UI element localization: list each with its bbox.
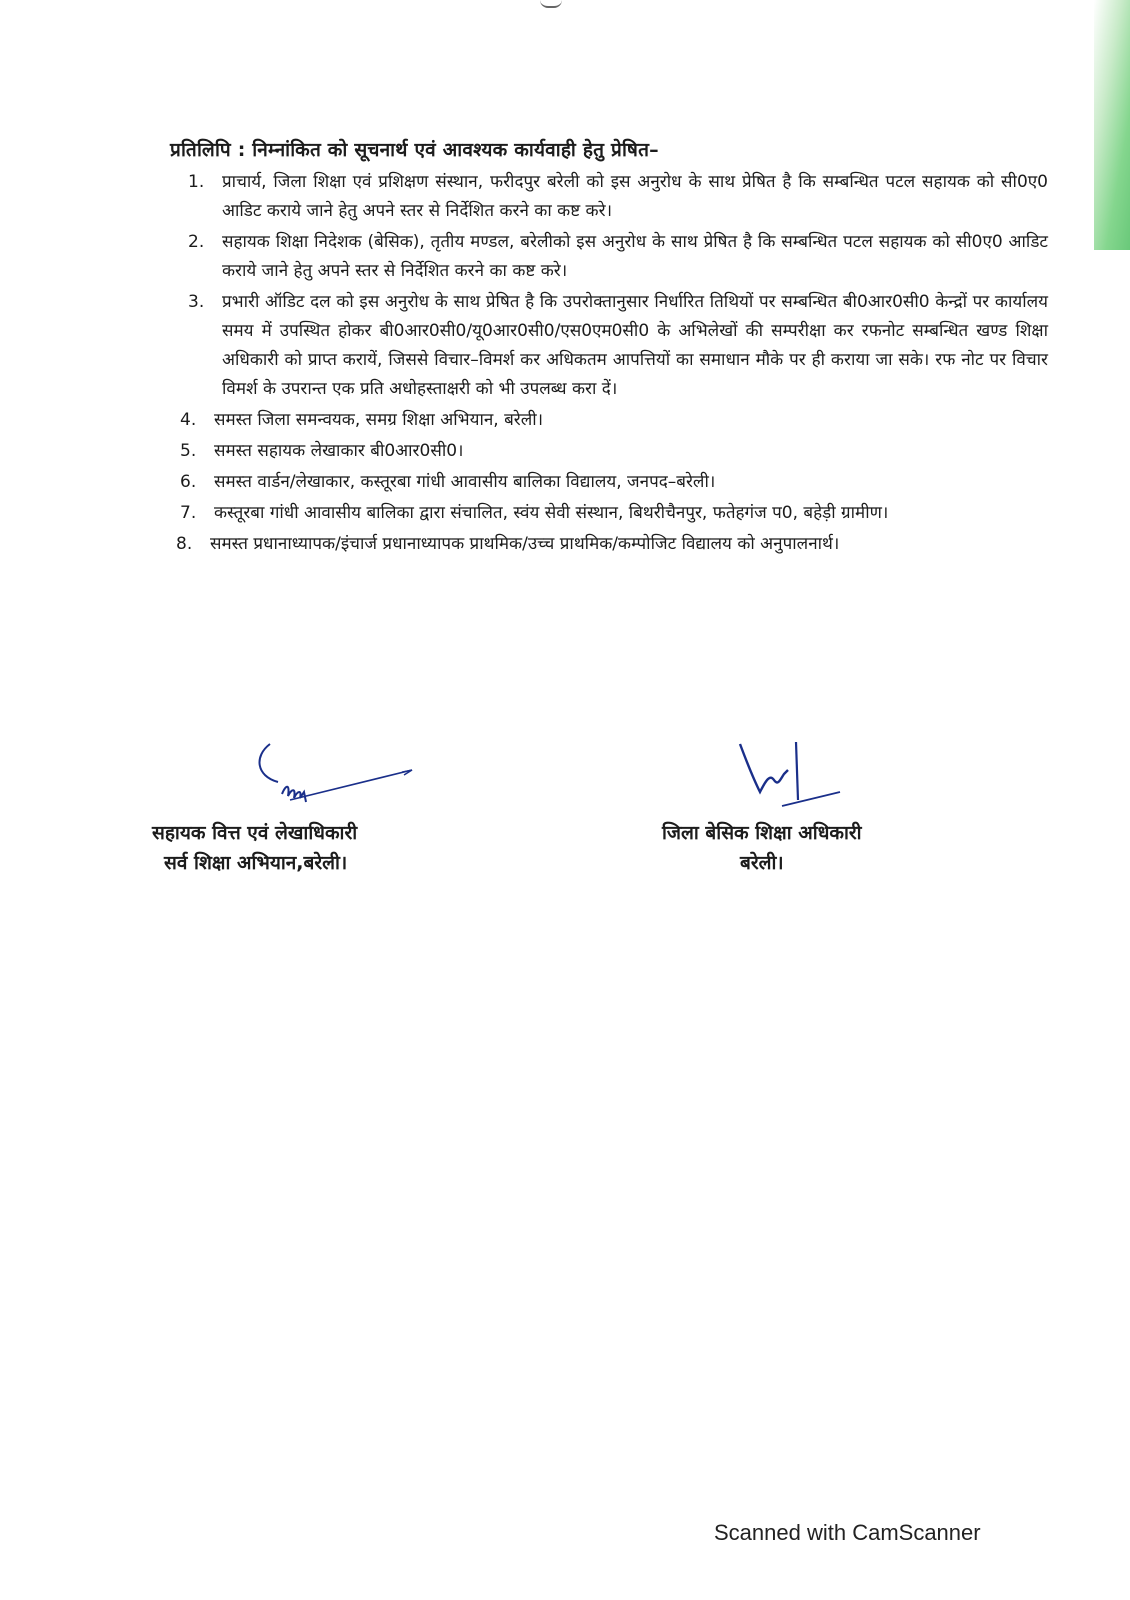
right-signature-icon [736,740,846,820]
recipient-list [176,168,1048,561]
camscanner-watermark: Scanned with CamScanner [714,1520,981,1545]
list-item [180,468,1048,497]
list-item [176,530,1048,559]
punch-mark [540,0,562,8]
item-number: 4. [180,410,197,430]
item-text: समस्त जिला समन्वयक, समग्र शिक्षा अभियान, बरेली। [214,410,544,430]
list-item [180,499,1048,528]
list-item [180,406,1048,435]
scan-edge-artifact [1094,0,1130,250]
item-text: प्रभारी ऑडिट दल को इस अनुरोध के साथ प्रेषित है कि उपरोक्तानुसार निर्धारित तिथियों पर सम्बन्धित बी0आर0सी0 केन्द्रों पर कार्यालय समय में उपस्थित होकर बी0आर0सी0/यू0आर0सी0/एस0एम0सी0 के अभिलेखों की सम्परीक्षा कर रफनोट सम्बन्धित खण्ड शिक्षा अधिकारी को प्राप्त करायें, जिससे विचार–विमर्श कर अधिकतम आपत्तियों का समाधान मौके पर ही कराया जा सके। रफ नोट पर विचार विमर्श के उपरान्त एक प्रति अधोहस्ताक्षरी को भी उपलब्ध करा दें। [222,292,1048,399]
item-text: सहायक शिक्षा निदेशक (बेसिक), तृतीय मण्डल, बरेलीको इस अनुरोध के साथ प्रेषित है कि सम्बन्धित पटल सहायक को सी0ए0 आडिट कराये जाने हेतु अपने स्तर से निर्देशित करने का कष्ट करे। [222,232,1048,281]
item-text: समस्त प्रधानाध्यापक/इंचार्ज प्रधानाध्यापक प्राथमिक/उच्च प्राथमिक/कम्पोजिट विद्यालय को अनुपालनार्थ। [210,534,840,554]
item-number: 1. [188,172,205,192]
copy-heading: प्रतिलिपि : निम्नांकित को सूचनार्थ एवं आवश्यक कार्यवाही हेतु प्रेषित– [170,139,659,161]
item-number: 6. [180,472,197,492]
item-number: 5. [180,441,197,461]
officer-title: जिला बेसिक शिक्षा अधिकारी [662,822,862,844]
item-number: 7. [180,503,197,523]
list-item [188,288,1048,404]
list-item [188,228,1048,286]
list-item [180,437,1048,466]
officer-office: बरेली। [739,852,784,874]
left-signature-icon [252,742,422,812]
item-number: 3. [188,292,205,312]
district-basic-education-officer-block [662,818,862,878]
officer-title: सहायक वित्त एवं लेखाधिकारी [152,822,358,844]
item-text: समस्त वार्डन/लेखाकार, कस्तूरबा गांधी आवासीय बालिका विद्यालय, जनपद–बरेली। [214,472,716,492]
assistant-finance-officer-block [152,818,357,878]
item-text: कस्तूरबा गांधी आवासीय बालिका द्वारा संचालित, स्वंय सेवी संस्थान, बिथरीचैनपुर, फतेहगंज प0, बहेड़ी ग्रामीण। [214,503,889,523]
item-text: समस्त सहायक लेखाकार बी0आर0सी0। [214,441,464,461]
officer-office: सर्व शिक्षा अभियान,बरेली। [164,852,348,874]
item-text: प्राचार्य, जिला शिक्षा एवं प्रशिक्षण संस्थान, फरीदपुर बरेली को इस अनुरोध के साथ प्रेषित है कि सम्बन्धित पटल सहायक को सी0ए0 आडिट कराये जाने हेतु अपने स्तर से निर्देशित करने का कष्ट करे। [222,172,1048,221]
item-number: 8. [176,534,193,554]
list-item [188,168,1048,226]
item-number: 2. [188,232,205,252]
